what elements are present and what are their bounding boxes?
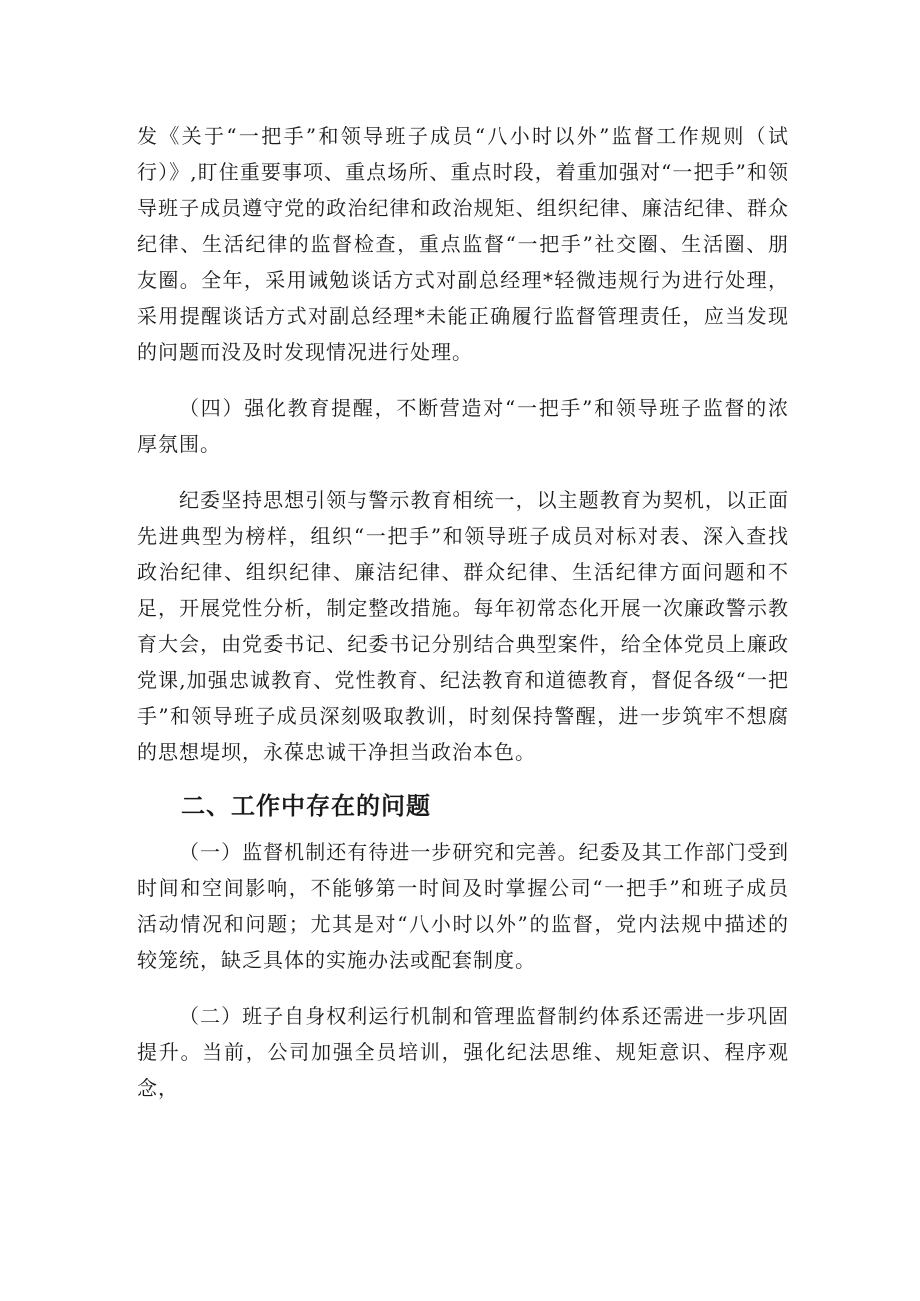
paragraph-problem-1: （一）监督机制还有待进一步研究和完善。纪委及其工作部门受到时间和空间影响，不能够第一时间及时掌握公司“一把手”和班子成员活动情况和问题；尤其是对“八小时以外”的监督，党内法规中描述的较笼统，缺乏具体的实施办法或配套制度。 [137,840,789,972]
paragraph-continuation: 发《关于“一把手”和领导班子成员“八小时以外”监督工作规则（试行）》,盯住重要事项、重点场所、重点时段，着重加强对“一把手”和领导班子成员遵守党的政治纪律和政治规矩、组织纪律、廉洁纪律、群众纪律、生活纪律的监督检查，重点监督“一把手”社交圈、生活圈、朋友圈。全年，采用诫勉谈话方式对副总经理*轻微违规行为进行处理，采用提醒谈话方式对副总经理*未能正确履行监督管理责任，应当发现的问题而没及时发现情况进行处理。 [137,124,789,364]
paragraph-section-4: 纪委坚持思想引领与警示教育相统一，以主题教育为契机，以正面先进典型为榜样，组织“一把手”和领导班子成员对标对表、深入查找政治纪律、组织纪律、廉洁纪律、群众纪律、生活纪律方面问题和不足，开展党性分析，制定整改措施。每年初常态化开展一次廉政警示教育大会，由党委书记、纪委书记分别结合典型案件，给全体党员上廉政党课,加强忠诚教育、党性教育、纪法教育和道德教育，督促各级“一把手”和领导班子成员深刻吸取教训，时刻保持警醒，进一步筑牢不想腐的思想堤坝，永葆忠诚干净担当政治本色。 [137,488,789,764]
heading-problems: 二、工作中存在的问题 [181,792,431,820]
paragraph-problem-2: （二）班子自身权利运行机制和管理监督制约体系还需进一步巩固提升。当前，公司加强全员培训，强化纪法思维、规矩意识、程序观念， [137,1004,789,1100]
document-body [137,118,789,1106]
subheading-section-4: （四）强化教育提醒，不断营造对“一把手”和领导班子监督的浓厚氛围。 [137,396,789,456]
